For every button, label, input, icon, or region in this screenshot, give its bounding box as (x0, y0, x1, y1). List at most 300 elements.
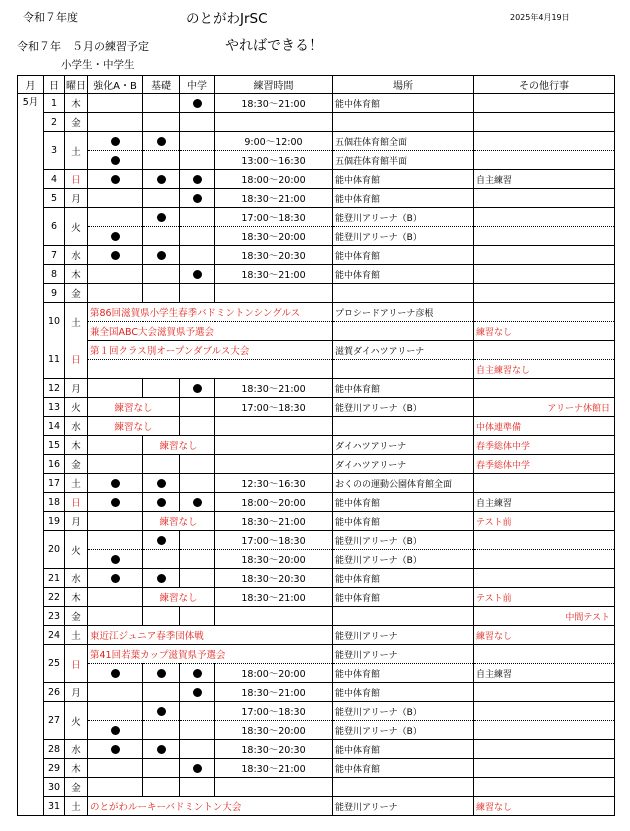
advanced-cell (88, 227, 143, 246)
col-weekday: 曜日 (65, 76, 88, 94)
event-note-cell: 春季総体中学 (474, 436, 615, 455)
competition-cell: のとがわルーキーバドミントン大会 (88, 797, 333, 816)
event-note-cell (474, 284, 615, 303)
advanced-cell (88, 569, 143, 588)
basic-cell (143, 721, 180, 740)
day-cell: 5 (44, 189, 65, 208)
advanced-cell (88, 379, 143, 398)
location-cell: 能中体育館 (333, 189, 474, 208)
location-cell: 能中体育館 (333, 664, 474, 683)
basic-cell (143, 246, 180, 265)
advanced-cell (88, 94, 143, 113)
junior-high-cell (180, 664, 215, 683)
junior-high-cell (180, 189, 215, 208)
marker-dot (111, 251, 120, 260)
event-note-cell (474, 341, 615, 360)
marker-dot (157, 213, 166, 222)
junior-high-cell (180, 778, 215, 797)
day-cell: 14 (44, 417, 65, 436)
event-note-cell (474, 759, 615, 778)
col-location: 場所 (333, 76, 474, 94)
location-cell: おくのの運動公園体育館全面 (333, 474, 474, 493)
marker-dot (111, 137, 120, 146)
schedule-row (18, 512, 615, 531)
location-cell: 能登川アリーナ (333, 797, 474, 816)
schedule-row (18, 436, 615, 455)
time-cell: 18:30～21:00 (215, 512, 333, 531)
time-cell (215, 455, 333, 474)
col-day: 日 (44, 76, 65, 94)
day-cell: 18 (44, 493, 65, 512)
advanced-cell (88, 474, 143, 493)
marker-dot (193, 99, 202, 108)
time-cell: 18:30～21:00 (215, 265, 333, 284)
marker-dot (193, 175, 202, 184)
marker-dot (111, 156, 120, 165)
marker-dot (157, 745, 166, 754)
marker-dot (193, 764, 202, 773)
time-cell: 18:30～21:00 (215, 189, 333, 208)
weekday-cell: 土 (65, 474, 88, 493)
event-note-cell (474, 702, 615, 721)
time-cell: 18:00～20:00 (215, 493, 333, 512)
location-cell: ダイハツアリーナ (333, 436, 474, 455)
time-cell (215, 436, 333, 455)
basic-cell (143, 265, 180, 284)
junior-high-cell (180, 265, 215, 284)
schedule-row (18, 208, 615, 227)
schedule-row (18, 189, 615, 208)
time-cell: 18:30～20:30 (215, 740, 333, 759)
weekday-cell: 火 (65, 702, 88, 740)
location-cell: 能中体育館 (333, 569, 474, 588)
schedule-row (18, 341, 615, 360)
marker-dot (157, 137, 166, 146)
day-cell: 19 (44, 512, 65, 531)
event-note-cell (474, 303, 615, 322)
basic-cell (143, 284, 180, 303)
col-other-events: その他行事 (474, 76, 615, 94)
location-cell: 能中体育館 (333, 759, 474, 778)
event-note-cell (474, 721, 615, 740)
advanced-cell (88, 759, 143, 778)
event-note-cell (474, 569, 615, 588)
weekday-cell: 金 (65, 778, 88, 797)
event-note-cell (474, 113, 615, 132)
marker-dot (111, 555, 120, 564)
schedule-row (18, 132, 615, 151)
schedule-row (18, 759, 615, 778)
day-cell: 16 (44, 455, 65, 474)
schedule-row (18, 588, 615, 607)
no-practice-cell: 練習なし (143, 436, 215, 455)
junior-high-cell (180, 398, 215, 417)
event-note-cell: 中間テスト (474, 607, 615, 626)
weekday-cell: 木 (65, 759, 88, 778)
junior-high-cell (180, 721, 215, 740)
basic-cell (143, 455, 180, 474)
schedule-row (18, 227, 615, 246)
location-cell: プロシードアリーナ彦根 (333, 303, 474, 322)
time-cell: 18:30～21:00 (215, 588, 333, 607)
marker-dot (157, 669, 166, 678)
location-cell (333, 322, 474, 341)
advanced-cell (88, 170, 143, 189)
junior-high-cell (180, 170, 215, 189)
competition-cell: 第41回若葉カップ滋賀県予選会 (88, 645, 333, 664)
advanced-cell (88, 208, 143, 227)
junior-high-cell (180, 702, 215, 721)
schedule-row (18, 550, 615, 569)
weekday-cell: 火 (65, 398, 88, 417)
schedule-row (18, 265, 615, 284)
schedule-row (18, 493, 615, 512)
day-cell: 29 (44, 759, 65, 778)
basic-cell (143, 170, 180, 189)
schedule-row (18, 151, 615, 170)
day-cell: 3 (44, 132, 65, 170)
schedule-row (18, 360, 615, 379)
event-note-cell: 自主練習なし (474, 360, 615, 379)
basic-cell (143, 778, 180, 797)
schedule-row (18, 379, 615, 398)
basic-cell (143, 113, 180, 132)
day-cell: 17 (44, 474, 65, 493)
event-note-cell (474, 550, 615, 569)
advanced-cell (88, 265, 143, 284)
location-cell (333, 417, 474, 436)
weekday-cell: 月 (65, 512, 88, 531)
junior-high-cell (180, 531, 215, 550)
marker-dot (157, 498, 166, 507)
weekday-cell: 土 (65, 303, 88, 341)
weekday-cell: 木 (65, 265, 88, 284)
schedule-row (18, 322, 615, 341)
junior-high-cell (180, 379, 215, 398)
time-cell (215, 113, 333, 132)
marker-dot (157, 175, 166, 184)
location-cell: 能中体育館 (333, 683, 474, 702)
no-practice-cell: 練習なし (88, 398, 180, 417)
weekday-cell: 金 (65, 113, 88, 132)
event-note-cell (474, 531, 615, 550)
event-note-cell: 自主練習 (474, 493, 615, 512)
weekday-cell: 木 (65, 436, 88, 455)
competition-cell: 兼全国ABC大会滋賀県予選会 (88, 322, 333, 341)
basic-cell (143, 474, 180, 493)
basic-cell (143, 702, 180, 721)
day-cell: 6 (44, 208, 65, 246)
competition-cell: 東近江ジュニア春季団体戦 (88, 626, 333, 645)
advanced-cell (88, 132, 143, 151)
location-cell (333, 607, 474, 626)
weekday-cell: 水 (65, 569, 88, 588)
event-note-cell (474, 740, 615, 759)
junior-high-cell (180, 113, 215, 132)
schedule-row (18, 474, 615, 493)
day-cell: 15 (44, 436, 65, 455)
time-cell: 17:00～18:30 (215, 531, 333, 550)
time-cell: 17:00～18:30 (215, 702, 333, 721)
competition-cell (88, 360, 333, 379)
day-cell: 13 (44, 398, 65, 417)
event-note-cell (474, 474, 615, 493)
schedule-row (18, 721, 615, 740)
event-note-cell: 中体連準備 (474, 417, 615, 436)
no-practice-cell: 練習なし (88, 417, 180, 436)
time-cell: 18:30～20:00 (215, 721, 333, 740)
advanced-cell (88, 702, 143, 721)
marker-dot (111, 574, 120, 583)
event-note-cell (474, 683, 615, 702)
location-cell: 能登川アリーナ（B） (333, 550, 474, 569)
marker-dot (157, 251, 166, 260)
day-cell: 1 (44, 94, 65, 113)
location-cell: 五個荘体育館全面 (333, 132, 474, 151)
time-cell (215, 417, 333, 436)
weekday-cell: 火 (65, 208, 88, 246)
advanced-cell (88, 531, 143, 550)
time-cell: 18:30～21:00 (215, 379, 333, 398)
location-cell: 五個荘体育館半面 (333, 151, 474, 170)
location-cell: 能登川アリーナ（B） (333, 531, 474, 550)
time-cell: 9:00～12:00 (215, 132, 333, 151)
location-cell (333, 113, 474, 132)
time-cell: 18:30～20:00 (215, 227, 333, 246)
schedule-row (18, 531, 615, 550)
weekday-cell: 月 (65, 683, 88, 702)
advanced-cell (88, 778, 143, 797)
schedule-row (18, 170, 615, 189)
junior-high-cell (180, 550, 215, 569)
junior-high-cell (180, 455, 215, 474)
month-cell: 5月 (18, 94, 44, 816)
col-junior-high: 中学 (180, 76, 215, 94)
schedule-row (18, 569, 615, 588)
club-name: のとがわJrSC (186, 11, 268, 27)
time-cell: 18:00～20:00 (215, 664, 333, 683)
junior-high-cell (180, 208, 215, 227)
time-cell: 18:30～21:00 (215, 683, 333, 702)
junior-high-cell (180, 227, 215, 246)
day-cell: 27 (44, 702, 65, 740)
plan-title: 令和７年 ５月の練習予定 (17, 40, 149, 53)
time-cell: 18:30～21:00 (215, 94, 333, 113)
location-cell: 能中体育館 (333, 493, 474, 512)
marker-dot (193, 688, 202, 697)
junior-high-cell (180, 474, 215, 493)
schedule-row (18, 778, 615, 797)
event-note-cell (474, 645, 615, 664)
location-cell: 能中体育館 (333, 512, 474, 531)
day-cell: 4 (44, 170, 65, 189)
time-cell (215, 607, 333, 626)
target-audience: 小学生・中学生 (61, 59, 135, 71)
location-cell (333, 284, 474, 303)
schedule-row (18, 645, 615, 664)
schedule-row (18, 626, 615, 645)
basic-cell (143, 227, 180, 246)
marker-dot (157, 536, 166, 545)
location-cell (333, 778, 474, 797)
location-cell: 能中体育館 (333, 265, 474, 284)
event-note-cell (474, 379, 615, 398)
advanced-cell (88, 607, 143, 626)
weekday-cell: 火 (65, 531, 88, 569)
event-note-cell (474, 151, 615, 170)
schedule-row (18, 303, 615, 322)
schedule-row (18, 702, 615, 721)
location-cell: 能登川アリーナ（B） (333, 702, 474, 721)
time-cell (215, 778, 333, 797)
day-cell: 22 (44, 588, 65, 607)
marker-dot (193, 498, 202, 507)
event-note-cell: 練習なし (474, 797, 615, 816)
day-cell: 2 (44, 113, 65, 132)
event-note-cell: 練習なし (474, 322, 615, 341)
basic-cell (143, 607, 180, 626)
time-cell: 12:30～16:30 (215, 474, 333, 493)
schedule-row (18, 607, 615, 626)
weekday-cell: 月 (65, 189, 88, 208)
marker-dot (111, 745, 120, 754)
marker-dot (193, 270, 202, 279)
location-cell (333, 360, 474, 379)
marker-dot (193, 194, 202, 203)
basic-cell (143, 189, 180, 208)
event-note-cell: テスト前 (474, 588, 615, 607)
event-note-cell (474, 227, 615, 246)
day-cell: 12 (44, 379, 65, 398)
weekday-cell: 日 (65, 493, 88, 512)
location-cell: 能登川アリーナ (333, 626, 474, 645)
location-cell: 能中体育館 (333, 588, 474, 607)
day-cell: 28 (44, 740, 65, 759)
schedule-row (18, 740, 615, 759)
time-cell: 18:30～20:00 (215, 550, 333, 569)
practice-schedule-table (17, 75, 615, 816)
marker-dot (111, 669, 120, 678)
advanced-cell (88, 436, 143, 455)
junior-high-cell (180, 569, 215, 588)
event-note-cell (474, 208, 615, 227)
fiscal-year-label: 令和７年度 (23, 11, 78, 24)
schedule-row (18, 94, 615, 113)
advanced-cell (88, 664, 143, 683)
advanced-cell (88, 512, 143, 531)
advanced-cell (88, 493, 143, 512)
time-cell (215, 284, 333, 303)
location-cell: 能登川アリーナ（B） (333, 398, 474, 417)
weekday-cell: 水 (65, 740, 88, 759)
junior-high-cell (180, 683, 215, 702)
schedule-row (18, 417, 615, 436)
event-note-cell (474, 189, 615, 208)
weekday-cell: 土 (65, 626, 88, 645)
no-practice-cell: 練習なし (143, 588, 215, 607)
advanced-cell (88, 455, 143, 474)
day-cell: 25 (44, 645, 65, 683)
location-cell: 能中体育館 (333, 170, 474, 189)
weekday-cell: 日 (65, 645, 88, 683)
time-cell: 18:30～20:30 (215, 569, 333, 588)
basic-cell (143, 740, 180, 759)
location-cell: 能中体育館 (333, 740, 474, 759)
advanced-cell (88, 588, 143, 607)
competition-cell: 第１回クラス別オープンダブルス大会 (88, 341, 333, 360)
event-note-cell (474, 265, 615, 284)
day-cell: 7 (44, 246, 65, 265)
day-cell: 24 (44, 626, 65, 645)
event-note-cell: アリーナ休館日 (474, 398, 615, 417)
basic-cell (143, 664, 180, 683)
basic-cell (143, 683, 180, 702)
junior-high-cell (180, 284, 215, 303)
basic-cell (143, 569, 180, 588)
no-practice-cell: 練習なし (143, 512, 215, 531)
day-cell: 8 (44, 265, 65, 284)
weekday-cell: 水 (65, 417, 88, 436)
junior-high-cell (180, 417, 215, 436)
schedule-row (18, 246, 615, 265)
basic-cell (143, 531, 180, 550)
advanced-cell (88, 189, 143, 208)
advanced-cell (88, 721, 143, 740)
advanced-cell (88, 113, 143, 132)
event-note-cell (474, 94, 615, 113)
location-cell: 能中体育館 (333, 379, 474, 398)
schedule-row (18, 455, 615, 474)
location-cell: 能登川アリーナ（B） (333, 208, 474, 227)
schedule-row (18, 797, 615, 816)
event-note-cell: 自主練習 (474, 664, 615, 683)
day-cell: 21 (44, 569, 65, 588)
time-cell: 18:30～20:30 (215, 246, 333, 265)
basic-cell (143, 550, 180, 569)
event-note-cell: 春季総体中学 (474, 455, 615, 474)
time-cell: 18:30～21:00 (215, 759, 333, 778)
advanced-cell (88, 683, 143, 702)
slogan: やればできる！ (225, 38, 323, 54)
schedule-row (18, 398, 615, 417)
event-note-cell (474, 246, 615, 265)
weekday-cell: 金 (65, 284, 88, 303)
header-row (18, 76, 615, 94)
basic-cell (143, 132, 180, 151)
schedule-row (18, 683, 615, 702)
event-note-cell: テスト前 (474, 512, 615, 531)
time-cell: 13:00～16:30 (215, 151, 333, 170)
basic-cell (143, 151, 180, 170)
location-cell: 能中体育館 (333, 246, 474, 265)
weekday-cell: 日 (65, 341, 88, 379)
competition-cell: 第86回滋賀県小学生春季バドミントンシングルス (88, 303, 333, 322)
weekday-cell: 金 (65, 607, 88, 626)
col-basic: 基礎 (143, 76, 180, 94)
schedule-row (18, 284, 615, 303)
location-cell: 能登川アリーナ（B） (333, 721, 474, 740)
day-cell: 11 (44, 341, 65, 379)
advanced-cell (88, 246, 143, 265)
time-cell: 18:00～20:00 (215, 170, 333, 189)
location-cell: 能登川アリーナ (333, 645, 474, 664)
col-practice-time: 練習時間 (215, 76, 333, 94)
junior-high-cell (180, 759, 215, 778)
marker-dot (111, 726, 120, 735)
location-cell: ダイハツアリーナ (333, 455, 474, 474)
day-cell: 20 (44, 531, 65, 569)
junior-high-cell (180, 132, 215, 151)
